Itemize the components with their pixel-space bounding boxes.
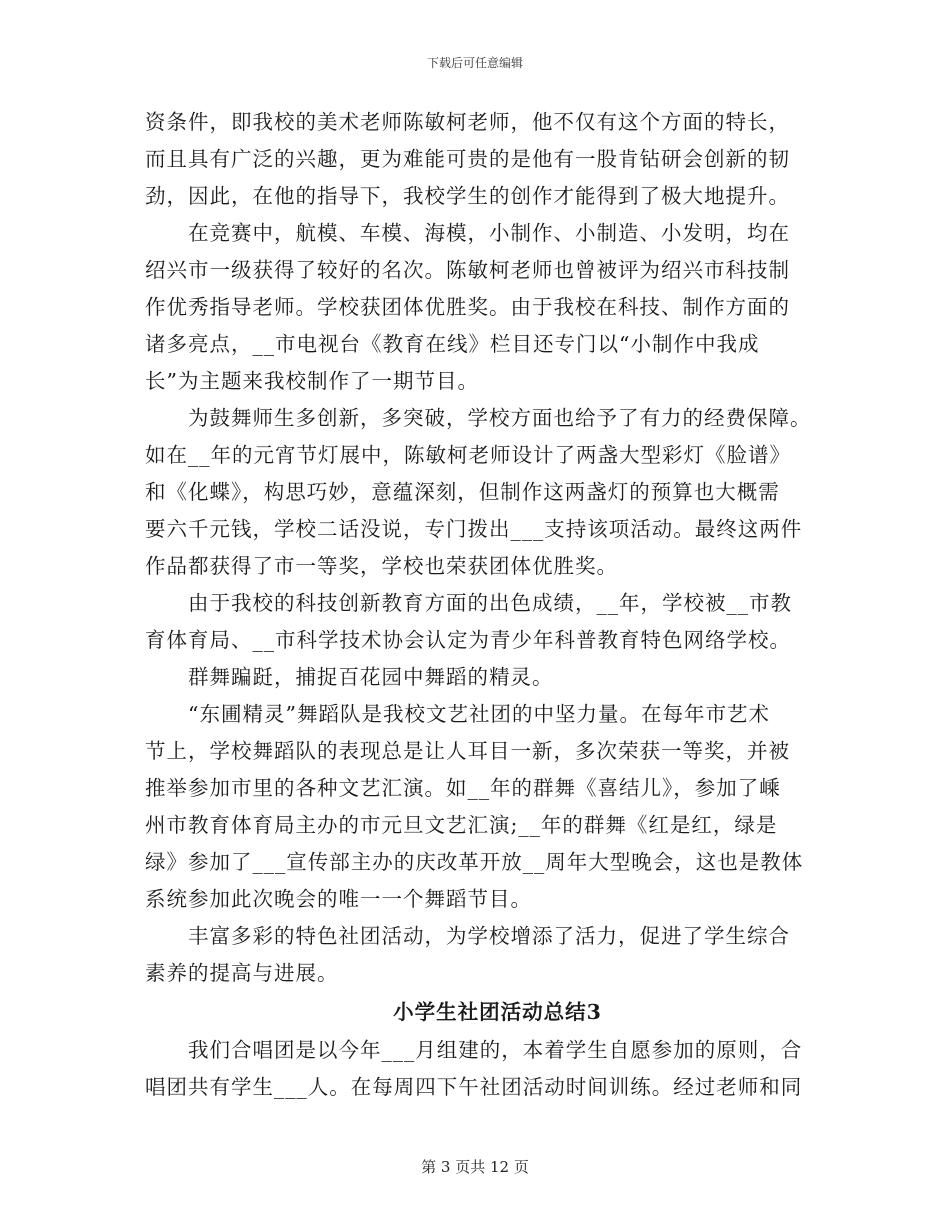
text-line: 如在__年的元宵节灯展中，陈敏柯老师设计了两盏大型彩灯《脸谱》 [145,443,791,467]
text-line: 群舞蹁跹，捕捉百花园中舞蹈的精灵。 [188,665,554,689]
text-line: 推举参加市里的各种文艺汇演。如__年的群舞《喜结儿》，参加了嵊 [145,776,781,800]
text-line: 我们合唱团是以今年___月组建的，本着学生自愿参加的原则，合 [188,1038,803,1062]
text-line: 绍兴市一级获得了较好的名次。陈敏柯老师也曾被评为绍兴市科技制 [145,258,790,282]
text-line: 而且具有广泛的兴趣，更为难能可贵的是他有一股肯钻研会创新的韧 [145,147,790,171]
page-number: 第 3 页共 12 页 [421,1158,529,1176]
text-line: 素养的提高与进展。 [145,961,339,985]
text-line: 长”为主题来我校制作了一期节目。 [145,369,479,393]
text-line: 作优秀指导老师。学校获团体优胜奖。由于我校在科技、制作方面的 [145,295,790,319]
header-note: 下载后可任意编辑 [426,56,523,70]
text-line: 劲，因此，在他的指导下，我校学生的创作才能得到了极大地提升。 [145,184,790,208]
text-line: 要六千元钱，学校二话没说，专门拨出___支持该项活动。最终这两件 [145,517,803,541]
section-heading: 小学生社团活动总结3 [393,1000,602,1024]
body-text [145,104,810,1106]
text-line: “东圃精灵”舞蹈队是我校文艺社团的中坚力量。在每年市艺术 [188,702,770,726]
text-line: 为鼓舞师生多创新，多突破，学校方面也给予了有力的经费保障。 [188,406,812,430]
text-line: 诸多亮点，__市电视台《教育在线》栏目还专门以“小制作中我成 [145,332,760,356]
text-line: 绿》参加了___宣传部主办的庆改革开放__周年大型晚会，这也是教体 [145,850,804,874]
text-line: 节上，学校舞蹈队的表现总是让人耳目一新，多次荣获一等奖，并被 [145,739,790,763]
text-line: 由于我校的科技创新教育方面的出色成绩，__年，学校被__市教 [188,591,792,615]
text-line: 系统参加此次晚会的唯一一个舞蹈节目。 [145,887,532,911]
text-line: 在竞赛中，航模、车模、海模，小制作、小制造、小发明，均在 [188,221,790,245]
text-line: 育体育局、__市科学技术协会认定为青少年科普教育特色网络学校。 [145,628,791,652]
text-line: 州市教育体育局主办的市元旦文艺汇演;__年的群舞《红是红，绿是 [145,813,778,837]
text-line: 和《化蝶》，构思巧妙，意蕴深刻，但制作这两盏灯的预算也大概需 [145,480,780,504]
text-line: 丰富多彩的特色社团活动，为学校增添了活力，促进了学生综合 [188,924,790,948]
text-line: 作品都获得了市一等奖，学校也荣获团体优胜奖。 [145,554,618,578]
text-line: 唱团共有学生___人。在每周四下午社团活动时间训练。经过老师和同 [145,1075,803,1099]
paragraph-block [145,1032,810,1106]
text-line: 资条件，即我校的美术老师陈敏柯老师，他不仅有这个方面的特长， [145,110,790,134]
paragraph-block [145,104,810,992]
